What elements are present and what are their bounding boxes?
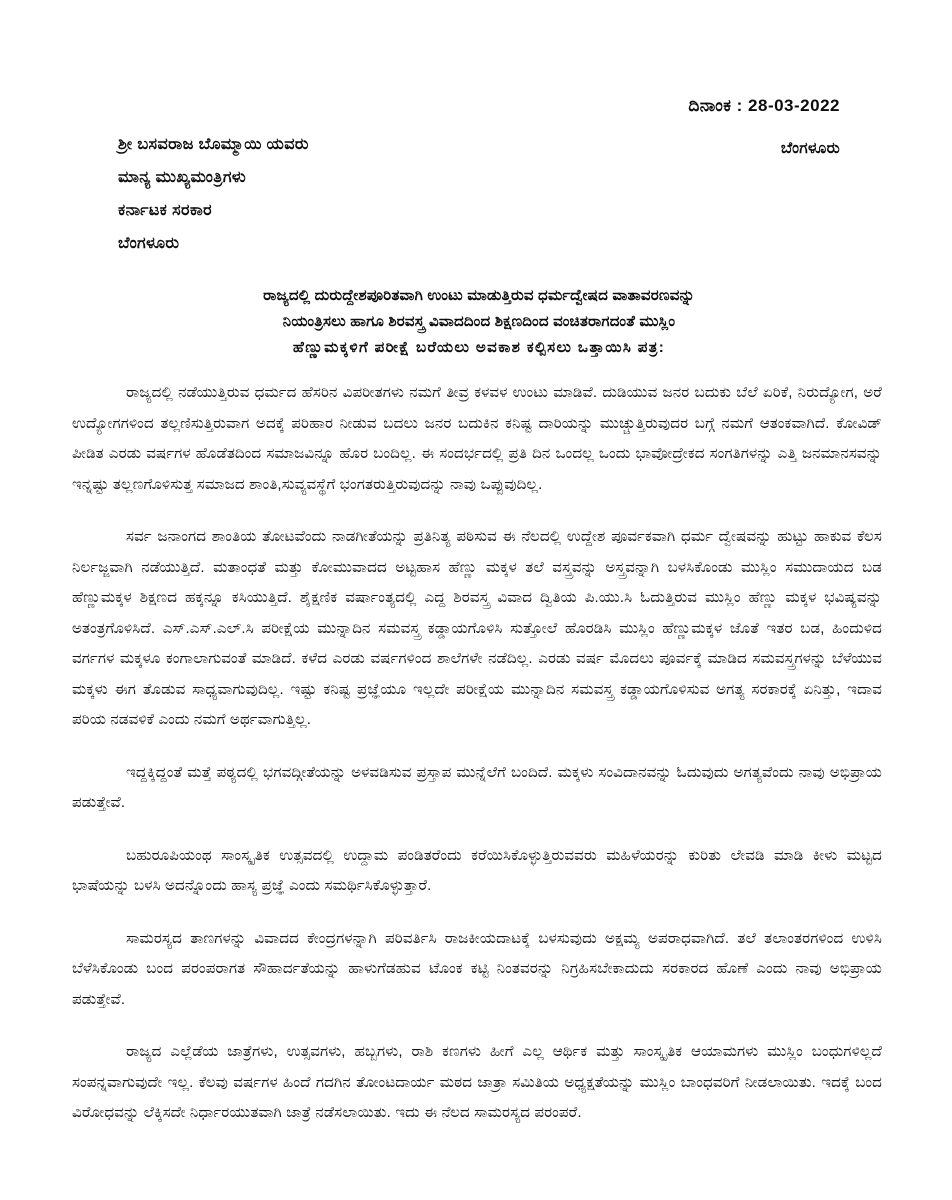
paragraph [72, 924, 882, 1016]
addressee-line-1: ಶ್ರೀ ಬಸವರಾಜ ಬೊಮ್ಮಾಯಿ ಯವರು [118, 136, 309, 153]
subject-line-2: ನಿಯಂತ್ರಿಸಲು ಹಾಗೂ ಶಿರವಸ್ತ್ರ ವಿವಾದದಿಂದ ಶಿಕ್ಷಣದಿಂದ ವಂಚಿತರಾಗದಂತೆ ಮುಸ್ಲಿಂ [282, 313, 676, 330]
date-line: ದಿನಾಂಕ : 28-03-2022 [688, 96, 840, 115]
paragraph [72, 378, 882, 500]
paragraph-text: ರಾಜ್ಯದ ಎಲ್ಲೆಡೆಯ ಜಾತ್ರೆಗಳು, ಉತ್ಸವಗಳು, ಹಬ್ಬಗಳು, ರಾಶಿ ಕಣಗಳು ಹೀಗೆ ಎಲ್ಲ ಆರ್ಥಿಕ ಮತ್ತು ಸಾಂಸ್ಕೃತಿಕ ಆಯಾಮಗಳು ಮುಸ್ಲಿಂ ಬಂಧುಗಳಿಲ್ಲದೆ ಸಂಪನ್ನವಾಗುವುದೇ ಇಲ್ಲ. ಕೆಲವು ವರ್ಷಗಳ ಹಿಂದೆ ಗದಗಿನ ತೋಂಟದಾರ್ಯ ಮಠದ ಜಾತ್ರಾ ಸಮಿತಿಯ ಅಧ್ಯಕ್ಷತೆಯನ್ನು ಮುಸ್ಲಿಂ ಬಾಂಧವರಿಗೆ ನೀಡಲಾಯಿತು. ಇದಕ್ಕೆ ಬಂದ ವಿರೋಧವನ್ನು ಲೆಕ್ಕಿಸದೇ ನಿರ್ಧಾರಯುತವಾಗಿ ಜಾತ್ರೆ ನಡೆಸಲಾಯಿತು. ಇದು ಈ ನೆಲದ ಸಾಮರಸ್ಯದ ಪರಂಪರೆ. [72, 1043, 882, 1121]
addressee-line-4: ಬೆಂಗಳೂರು [118, 235, 180, 252]
addressee-line-2: ಮಾನ್ಯ ಮುಖ್ಯಮಂತ್ರಿಗಳು [118, 169, 247, 186]
paragraph-text: ಇದ್ದಕ್ಕಿದ್ದಂತೆ ಮತ್ತೆ ಪಠ್ಯದಲ್ಲಿ ಭಗವದ್ಗೀತೆಯನ್ನು ಅಳವಡಿಸುವ ಪ್ರಸ್ತಾಪ ಮುನ್ನೆಲೆಗೆ ಬಂದಿದೆ. ಮಕ್ಕಳು ಸಂವಿದಾನವನ್ನು ಓದುವುದು ಅಗತ್ಯವೆಂದು ನಾವು ಅಭಿಪ್ರಾಯ ಪಡುತ್ತೇವೆ. [72, 763, 882, 811]
document-body [72, 378, 882, 1129]
paragraph-text: ಸಾಮರಸ್ಯದ ತಾಣಗಳನ್ನು ವಿವಾದದ ಕೇಂದ್ರಗಳನ್ನಾಗಿ ಪರಿವರ್ತಿಸಿ ರಾಜಕೀಯದಾಟಕ್ಕೆ ಬಳಸುವುದು ಅಕ್ಷಮ್ಯ ಅಪರಾಧವಾಗಿದೆ. ತಲೆ ತಲಾಂತರಗಳಿಂದ ಉಳಿಸಿ ಬೆಳೆಸಿಕೊಂಡು ಬಂದ ಪರಂಪರಾಗತ ಸೌಹಾರ್ದತೆಯನ್ನು ಹಾಳುಗೆಡಹುವ ಟೊಂಕ ಕಟ್ಟಿ ನಿಂತವರನ್ನು ನಿಗ್ರಹಿಸಬೇಕಾದುದು ಸರಕಾರದ ಹೊಣೆ ಎಂದು ನಾವು ಅಭಿಪ್ರಾಯ ಪಡುತ್ತೇವೆ. [72, 929, 882, 1008]
subject-block [120, 283, 838, 361]
paragraph-text: ರಾಜ್ಯದಲ್ಲಿ ನಡೆಯುತ್ತಿರುವ ಧರ್ಮದ ಹೆಸರಿನ ವಿಪರೀತಗಳು ನಮಗೆ ತೀವ್ರ ಕಳವಳ ಉಂಟು ಮಾಡಿವೆ. ದುಡಿಯುವ ಜನರ ಬದುಕು ಬೆಲೆ ಏರಿಕೆ, ನಿರುದ್ಯೋಗ, ಅರೆ ಉದ್ಯೋಗಗಳಿಂದ ತಲ್ಲಣಿಸುತ್ತಿರುವಾಗ ಅದಕ್ಕೆ ಪರಿಹಾರ ನೀಡುವ ಬದಲು ಜನರ ಬದುಕಿನ ಕನಿಷ್ಟ ದಾರಿಯನ್ನು ಮುಚ್ಚುತ್ತಿರುವುದರ ಬಗ್ಗೆ ನಮಗೆ ಆತಂಕವಾಗಿದೆ. ಕೋವಿಡ್ ಪೀಡಿತ ಎರಡು ವರ್ಷಗಳ ಹೊಡೆತದಿಂದ ಸಮಾಜವಿನ್ನೂ ಹೊರ ಬಂದಿಲ್ಲ. ಈ ಸಂದರ್ಭದಲ್ಲಿ ಪ್ರತಿ ದಿನ ಒಂದಲ್ಲ ಒಂದು ಭಾವೋದ್ರೇಕದ ಸಂಗತಿಗಳನ್ನು ಎತ್ತಿ ಜನಮಾನಸವನ್ನು ಇನ್ನಷ್ಟು ತಲ್ಲಣಗೊಳಿಸುತ್ತ ಸಮಾಜದ ಶಾಂತಿ,ಸುವ್ಯವಸ್ಥೆಗೆ ಭಂಗತರುತ್ತಿರುವುದನ್ನು ನಾವು ಒಪ್ಪುವುದಿಲ್ಲ. [72, 384, 882, 493]
paragraph-text: ಸರ್ವ ಜನಾಂಗದ ಶಾಂತಿಯ ತೋಟವೆಂದು ನಾಡಗೀತೆಯನ್ನು ಪ್ರತಿನಿತ್ಯ ಪಠಿಸುವ ಈ ನೆಲದಲ್ಲಿ ಉದ್ದೇಶ ಪೂರ್ವಕವಾಗಿ ಧರ್ಮ ದ್ವೇಷವನ್ನು ಹುಟ್ಟು ಹಾಕುವ ಕೆಲಸ ನಿರ್ಲಜ್ಜವಾಗಿ ನಡೆಯುತ್ತಿದೆ. ಮತಾಂಧತೆ ಮತ್ತು ಕೋಮುವಾದದ ಅಟ್ಟಹಾಸ ಹೆಣ್ಣು ಮಕ್ಕಳ ತಲೆ ವಸ್ತ್ರವನ್ನು ಅಸ್ತ್ರವನ್ನಾಗಿ ಬಳಸಿಕೊಂಡು ಮುಸ್ಲಿಂ ಸಮುದಾಯದ ಬಡ ಹೆಣ್ಣುಮಕ್ಕಳ ಶಿಕ್ಷಣದ ಹಕ್ಕನ್ನೂ ಕಸಿಯುತ್ತಿದೆ. ಶೈಕ್ಷಣಿಕ ವರ್ಷಾಂತ್ಯದಲ್ಲಿ ಎದ್ದ ಶಿರವಸ್ತ್ರ ವಿವಾದ ದ್ವಿತಿಯ ಪಿ.ಯು.ಸಿ ಓದುತ್ತಿರುವ ಮುಸ್ಲಿಂ ಹೆಣ್ಣು ಮಕ್ಕಳ ಭವಿಷ್ಯವನ್ನು ಅತಂತ್ರಗೊಳಿಸಿದೆ. ಎಸ್.ಎಸ್.ಎಲ್.ಸಿ ಪರೀಕ್ಷೆಯ ಮುನ್ನಾದಿನ ಸಮವಸ್ತ್ರ ಕಡ್ಡಾಯಗೊಳಿಸಿ ಸುತ್ತೋಲೆ ಹೊರಡಿಸಿ ಮುಸ್ಲಿಂ ಹೆಣ್ಣುಮಕ್ಕಳ ಜೊತೆ ಇತರ ಬಡ, ಹಿಂದುಳಿದ ವರ್ಗಗಳ ಮಕ್ಕಳೂ ಕಂಗಾಲಾಗುವಂತೆ ಮಾಡಿದೆ. ಕಳೆದ ಎರಡು ವರ್ಷಗಳಿಂದ ಶಾಲೆಗಳೇ ನಡೆದಿಲ್ಲ. ಎರಡು ವರ್ಷ ಮೊದಲು ಪೂರ್ವಕ್ಕೆ ಮಾಡಿದ ಸಮವಸ್ತ್ರಗಳನ್ನು ಬೆಳೆಯುವ ಮಕ್ಕಳು ಈಗ ತೊಡುವ ಸಾಧ್ಯವಾಗುವುದಿಲ್ಲ. ಇಷ್ಟು ಕನಿಷ್ಟ ಪ್ರಜ್ಞೆಯೂ ಇಲ್ಲದೇ ಪರೀಕ್ಷೆಯ ಮುನ್ನಾದಿನ ಸಮವಸ್ತ್ರ ಕಡ್ಡಾಯಗೊಳಿಸುವ ಅಗತ್ಯ ಸರಕಾರಕ್ಕೆ ಏನಿತ್ತು, ಇದಾವ ಪರಿಯ ನಡವಳಿಕೆ ಎಂದು ನಮಗೆ ಅರ್ಥವಾಗುತ್ತಿಲ್ಲ. [72, 528, 882, 728]
paragraph [72, 841, 882, 902]
paragraph-text: ಬಹುರೂಪಿಯಂಥ ಸಾಂಸ್ಕೃತಿಕ ಉತ್ಸವದಲ್ಲಿ ಉದ್ದಾಮ ಪಂಡಿತರೆಂದು ಕರೆಯಿಸಿಕೊಳ್ಳುತ್ತಿರುವವರು ಮಹಿಳೆಯರನ್ನು ಕುರಿತು ಲೇವಡಿ ಮಾಡಿ ಕೀಳು ಮಟ್ಟದ ಭಾಷೆಯನ್ನು ಬಳಸಿ ಅದನ್ನೊಂದು ಹಾಸ್ಯ ಪ್ರಜ್ಞೆ ಎಂದು ಸಮರ್ಥಿಸಿಕೊಳ್ಳುತ್ತಾರೆ. [72, 846, 882, 894]
subject-line-3: ಹೆಣ್ಣುಮಕ್ಕಳಿಗೆ ಪರೀಕ್ಷೆ ಬರೆಯಲು ಅವಕಾಶ ಕಲ್ಪಿಸಲು ಒತ್ತಾಯಿಸಿ ಪತ್ರ: [292, 339, 666, 356]
addressee-line-3: ಕರ್ನಾಟಕ ಸರಕಾರ [118, 202, 212, 219]
document-header [688, 96, 840, 158]
paragraph [72, 1037, 882, 1129]
addressee-block [118, 128, 309, 260]
subject-line-1: ರಾಜ್ಯದಲ್ಲಿ ದುರುದ್ದೇಶಪೂರಿತವಾಗಿ ಉಂಟು ಮಾಡುತ್ತಿರುವ ಧರ್ಮದ್ವೇಷದ ವಾತಾವರಣವನ್ನು [263, 287, 695, 304]
paragraph [72, 522, 882, 736]
paragraph [72, 758, 882, 819]
place-line: ಬೆಂಗಳೂರು [780, 140, 840, 157]
